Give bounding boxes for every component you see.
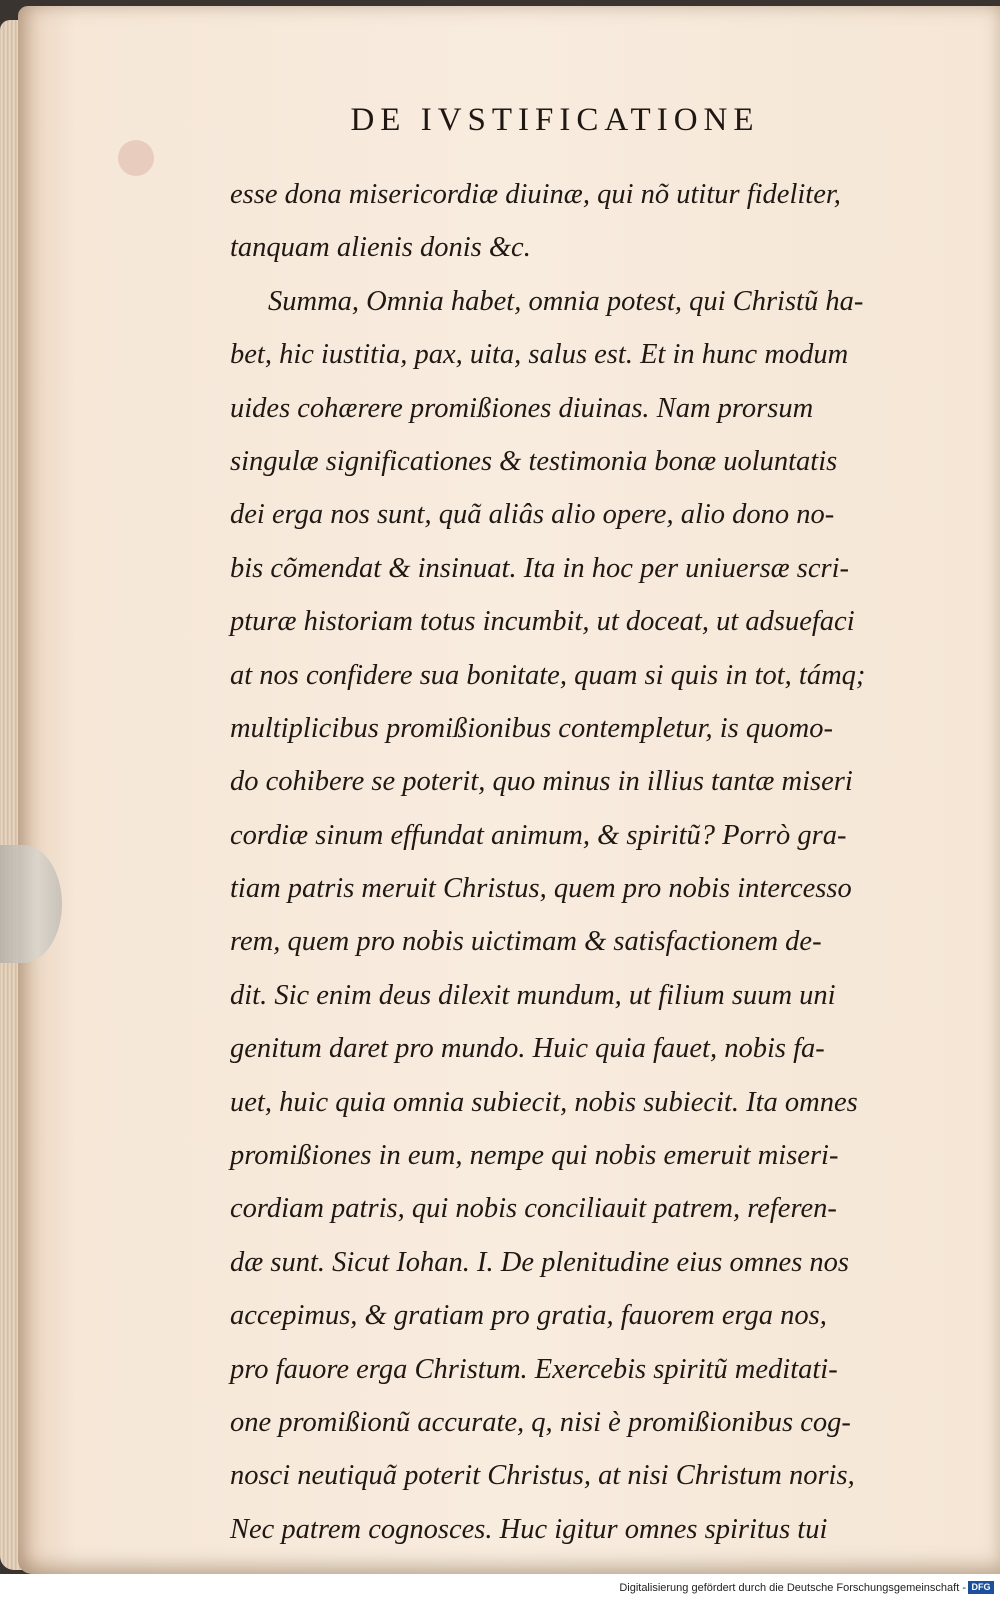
text-line: singulæ significationes & testimonia bonæ uoluntatis <box>230 445 838 477</box>
running-head: DE IVSTIFICATIONE <box>350 102 760 138</box>
body-text <box>230 168 935 1556</box>
text-line: rem, quem pro nobis uictimam & satisfactionem de- <box>230 926 822 958</box>
text-line: tiam patris meruit Christus, quem pro nobis intercesso <box>230 873 852 905</box>
text-line: genitum daret pro mundo. Huic quia fauet, nobis fa- <box>230 1033 825 1065</box>
text-line: cordiam patris, qui nobis conciliauit patrem, referen- <box>230 1193 837 1225</box>
text-line: dei erga nos sunt, quã aliâs alio opere, alio dono no- <box>230 499 835 531</box>
text-line: Nec patrem cognosces. Huc igitur omnes spiritus tui <box>230 1513 828 1545</box>
text-line: pturæ historiam totus incumbit, ut doceat, ut adsuefaci <box>230 606 855 638</box>
text-line: pro fauore erga Christum. Exercebis spiritũ meditati- <box>230 1353 838 1385</box>
dfg-logo: DFG <box>968 1581 994 1594</box>
footer-credit: Digitalisierung gefördert durch die Deutsche Forschungsgemeinschaft - <box>619 1582 966 1594</box>
text-line: multiplicibus promißionibus contempletur, is quomo- <box>230 712 833 744</box>
text-line: at nos confidere sua bonitate, quam si quis in tot, támq; <box>230 659 866 691</box>
text-line: nosci neutiquã poterit Christus, at nisi Christum noris, <box>230 1460 855 1492</box>
text-line: uet, huic quia omnia subiecit, nobis subiecit. Ita omnes <box>230 1086 858 1118</box>
text-line: bis cõmendat & insinuat. Ita in hoc per uniuersæ scri- <box>230 552 850 584</box>
text-line: esse dona misericordiæ diuinæ, qui nõ utitur fideliter, <box>230 179 841 210</box>
text-line: accepimus, & gratiam pro gratia, fauorem erga nos, <box>230 1300 827 1332</box>
text-line: dit. Sic enim deus dilexit mundum, ut filium suum uni <box>230 979 836 1011</box>
text-line: dæ sunt. Sicut Iohan. I. De plenitudine eius omnes nos <box>230 1246 850 1278</box>
text-line: bet, hic iustitia, pax, uita, salus est. Et in hunc modum <box>230 339 849 371</box>
text-line: one promißionũ accurate, q, nisi è promißionibus cog- <box>230 1406 851 1438</box>
paper-stain <box>118 140 154 176</box>
text-line: do cohibere se poterit, quo minus in illius tantæ miseri <box>230 766 853 798</box>
text-line: tanquam alienis donis &c. <box>230 232 531 264</box>
text-line: Summa, Omnia habet, omnia potest, qui Christũ ha- <box>268 285 864 317</box>
text-line: promißiones in eum, nempe qui nobis emeruit miseri- <box>230 1140 839 1172</box>
text-line: cordiæ sinum effundat animum, & spiritũ? Porrò gra- <box>230 819 847 851</box>
text-line: uides cohærere promißiones diuinas. Nam prorsum <box>230 392 814 424</box>
